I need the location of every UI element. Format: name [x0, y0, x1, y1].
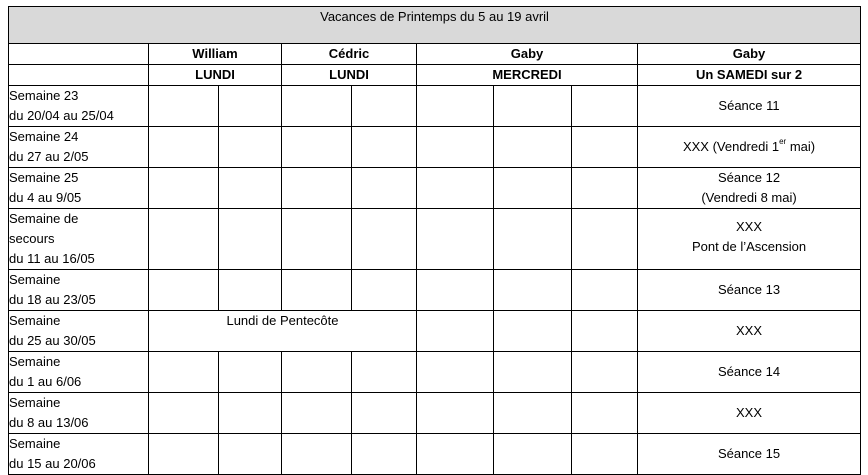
saturday-cell — [638, 209, 861, 270]
slot-cell — [282, 209, 352, 270]
slot-cell — [219, 393, 282, 434]
slot-cell — [352, 209, 417, 270]
slot-cell — [219, 352, 282, 393]
slot-cell — [352, 393, 417, 434]
slot-cell — [219, 86, 282, 127]
saturday-cell — [638, 434, 861, 475]
slot-cell — [417, 311, 494, 352]
slot-cell — [494, 86, 572, 127]
table-row — [9, 311, 861, 352]
slot-cell — [282, 270, 352, 311]
slot-cell — [494, 270, 572, 311]
slot-cell — [572, 127, 638, 168]
header-name-gaby-saturday: Gaby — [638, 44, 861, 65]
saturday-text: XXX (Vendredi 1 — [682, 139, 780, 154]
saturday-text: XXX — [736, 405, 763, 420]
week-range: du 4 au 9/05 — [9, 190, 82, 205]
week-label: Semaine 23 — [9, 88, 79, 103]
slot-cell — [352, 86, 417, 127]
saturday-cell — [638, 393, 861, 434]
slot-cell — [494, 393, 572, 434]
table-row — [9, 270, 861, 311]
corner-cell — [9, 44, 149, 65]
table-row — [9, 209, 861, 270]
slot-cell — [149, 352, 219, 393]
slot-cell — [149, 168, 219, 209]
header-day-gaby-wednesday: MERCREDI — [417, 65, 638, 86]
slot-cell — [417, 434, 494, 475]
week-cell — [9, 168, 149, 209]
header-day-william: LUNDI — [149, 65, 282, 86]
slot-cell — [219, 127, 282, 168]
table-row — [9, 86, 861, 127]
saturday-text: XXX — [736, 219, 763, 234]
slot-cell — [149, 209, 219, 270]
header-day-gaby-saturday: Un SAMEDI sur 2 — [638, 65, 861, 86]
saturday-text: Séance 15 — [717, 446, 781, 461]
slot-cell — [494, 352, 572, 393]
week-label: Semaine — [9, 354, 61, 369]
week-cell — [9, 127, 149, 168]
week-label: Semaine — [9, 436, 61, 451]
saturday-cell — [638, 86, 861, 127]
slot-cell — [282, 393, 352, 434]
holiday-note: Lundi de Pentecôte — [149, 311, 417, 352]
table-row — [9, 168, 861, 209]
slot-cell — [417, 270, 494, 311]
week-cell — [9, 209, 149, 270]
week-label: Semaine de — [9, 211, 79, 226]
slot-cell — [352, 434, 417, 475]
slot-cell — [417, 393, 494, 434]
week-cell — [9, 434, 149, 475]
saturday-cell — [638, 352, 861, 393]
week-cell — [9, 86, 149, 127]
saturday-text: Séance 11 — [718, 98, 780, 113]
saturday-text: XXX — [736, 323, 763, 338]
table-row — [9, 434, 861, 475]
week-range: du 15 au 20/06 — [9, 456, 96, 471]
slot-cell — [352, 168, 417, 209]
week-cell — [9, 311, 149, 352]
week-cell — [9, 393, 149, 434]
slot-cell — [149, 127, 219, 168]
saturday-text: Séance 14 — [717, 364, 781, 379]
slot-cell — [417, 209, 494, 270]
slot-cell — [572, 209, 638, 270]
week-range: du 18 au 23/05 — [9, 292, 96, 307]
week-label: Semaine — [9, 313, 61, 328]
header-day-cedric: LUNDI — [282, 65, 417, 86]
table-row — [9, 127, 861, 168]
slot-cell — [282, 434, 352, 475]
ordinal-superscript: er — [779, 136, 787, 146]
week-label: Semaine — [9, 272, 61, 287]
slot-cell — [149, 434, 219, 475]
slot-cell — [219, 168, 282, 209]
week-range: du 27 au 2/05 — [9, 149, 89, 164]
schedule-table — [8, 6, 861, 475]
slot-cell — [219, 270, 282, 311]
slot-cell — [572, 168, 638, 209]
table-row — [9, 393, 861, 434]
slot-cell — [282, 86, 352, 127]
slot-cell — [417, 86, 494, 127]
slot-cell — [494, 434, 572, 475]
saturday-text: Séance 13 — [717, 282, 781, 297]
week-cell — [9, 352, 149, 393]
week-range: du 25 au 30/05 — [9, 333, 96, 348]
saturday-cell — [638, 311, 861, 352]
slot-cell — [219, 209, 282, 270]
corner-cell — [9, 65, 149, 86]
slot-cell — [417, 168, 494, 209]
week-label: Semaine 25 — [9, 170, 79, 185]
week-label: Semaine — [9, 395, 61, 410]
slot-cell — [149, 270, 219, 311]
slot-cell — [494, 311, 572, 352]
slot-cell — [572, 352, 638, 393]
slot-cell — [149, 393, 219, 434]
vacation-banner: Vacances de Printemps du 5 au 19 avril — [9, 7, 861, 44]
slot-cell — [417, 127, 494, 168]
saturday-cell — [638, 168, 861, 209]
week-label: Semaine 24 — [9, 129, 79, 144]
saturday-text-tail: mai) — [786, 139, 816, 154]
slot-cell — [282, 168, 352, 209]
slot-cell — [149, 86, 219, 127]
slot-cell — [352, 352, 417, 393]
header-name-william: William — [149, 44, 282, 65]
saturday-note: (Vendredi 8 mai) — [701, 190, 797, 205]
week-range: du 11 au 16/05 — [9, 251, 95, 266]
saturday-note: Pont de l’Ascension — [691, 239, 807, 254]
week-label-cont: secours — [9, 231, 55, 246]
slot-cell — [494, 168, 572, 209]
week-range: du 8 au 13/06 — [9, 415, 89, 430]
saturday-text: Séance 12 — [717, 170, 781, 185]
slot-cell — [572, 311, 638, 352]
week-range: du 20/04 au 25/04 — [9, 108, 114, 123]
header-name-cedric: Cédric — [282, 44, 417, 65]
header-name-gaby-wednesday: Gaby — [417, 44, 638, 65]
table-row — [9, 352, 861, 393]
saturday-cell — [638, 127, 861, 168]
slot-cell — [572, 86, 638, 127]
slot-cell — [572, 270, 638, 311]
slot-cell — [494, 127, 572, 168]
week-range: du 1 au 6/06 — [9, 374, 82, 389]
slot-cell — [417, 352, 494, 393]
slot-cell — [494, 209, 572, 270]
slot-cell — [282, 352, 352, 393]
slot-cell — [282, 127, 352, 168]
slot-cell — [219, 434, 282, 475]
slot-cell — [352, 127, 417, 168]
slot-cell — [572, 434, 638, 475]
slot-cell — [352, 270, 417, 311]
week-cell — [9, 270, 149, 311]
saturday-cell — [638, 270, 861, 311]
slot-cell — [572, 393, 638, 434]
